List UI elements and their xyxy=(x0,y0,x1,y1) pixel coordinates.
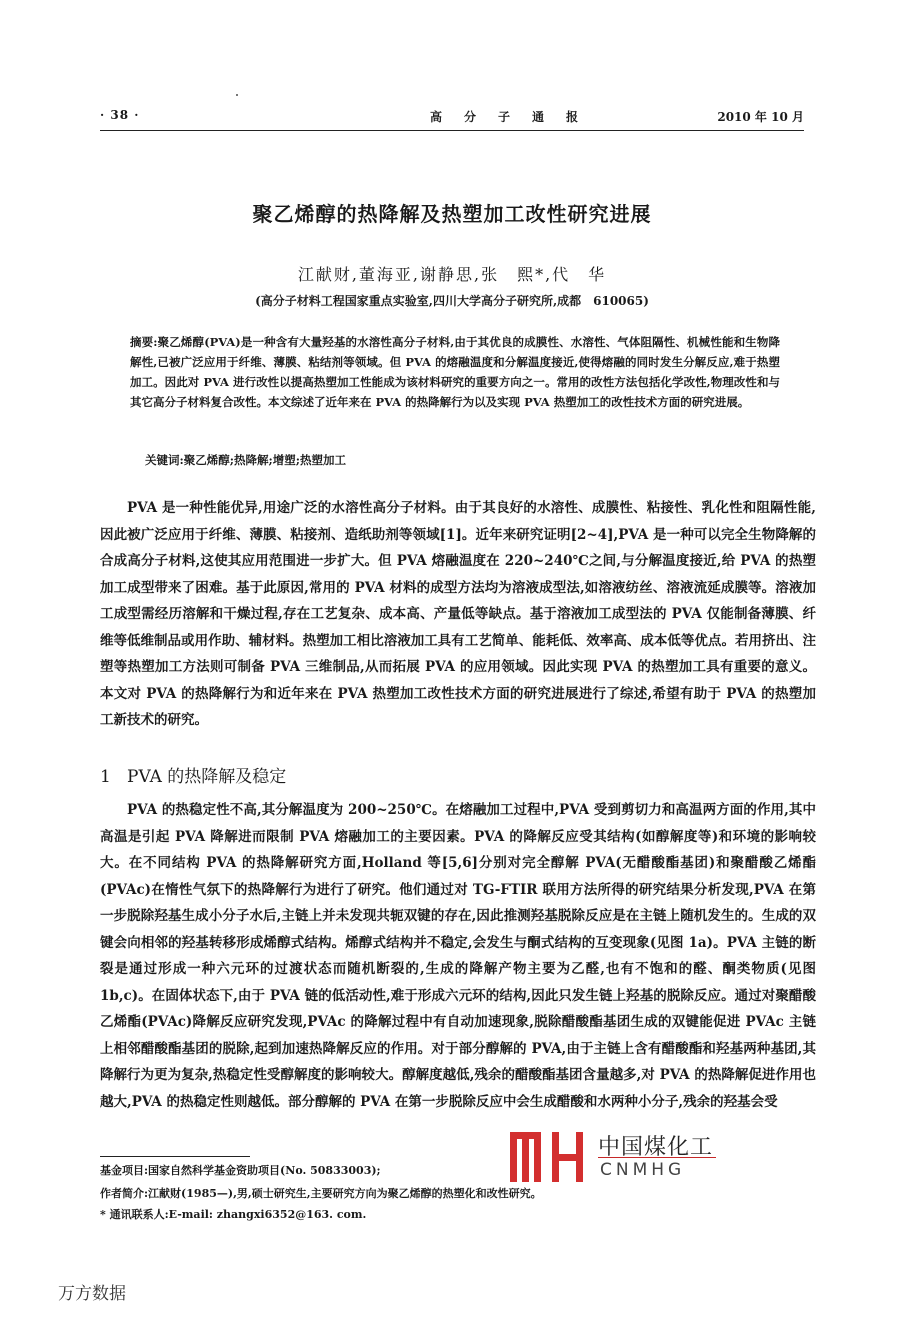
logo-mark-icon xyxy=(508,1128,588,1186)
section-title: PVA 的热降解及稳定 xyxy=(127,767,287,787)
section-paragraph: PVA 的热稳定性不高,其分解温度为 200~250℃。在熔融加工过程中,PVA 受到剪切力和高温两方面的作用,其中高温是引起 PVA 降解进而限制 PVA 熔融加工的主要因素。PVA 的降解反应受其结构(如醇解度等)和环境的影响较大。在不同结构 PVA 的热降解研究方面,Holland 等[5,6]分别对完全醇解 PVA(无醋酸酯基团)和聚醋酸乙烯酯(PVAc)在惰性气氛下的热降解行为进行了研究。他们通过对 TG-FTIR 联用方法所得的研究结果分析发现,PVA 在第一步脱除羟基生成小分子水后,主链上并未发现共轭双键的存在,因此推测羟基脱除反应是在主链上随机发生的。生成的双键会向相邻的羟基转移形成烯醇式结构。烯醇式结构并不稳定,会发生与酮式结构的互变现象(见图 1a)。PVA 主链的断裂是通过形成一种六元环的过渡状态而随机断裂的,生成的降解产物主要为乙醛,也有不饱和的醛、酮类物质(见图 1b,c)。在固体状态下,由于 PVA 链的低活动性,难于形成六元环的结构,因此只发生链上羟基的脱除反应。通过对聚醋酸乙烯酯(PVAc)降解反应研究发现,PVAc 的降解过程中有自动加速现象,脱除醋酸酯基团生成的双键能促进 PVAc 主链上相邻醋酸酯基团的脱除,起到加速热降解反应的作用。对于部分醇解的 PVA,由于主链上含有醋酸酯和羟基两种基团,其降解行为更为复杂,热稳定性受醇解度的影响较大。醇解度越低,残余的醋酸酯基团含量越多,对 PVA 的热降解促进作用也越大,PVA 的热稳定性则越低。部分醇解的 PVA 在第一步脱除反应中会生成醋酸和水两种小分子,残余的羟基会受 xyxy=(100,802,816,1110)
affiliation: (高分子材料工程国家重点实验室,四川大学高分子研究所,成都 610065) xyxy=(255,294,649,308)
logo-divider xyxy=(598,1157,716,1158)
running-header xyxy=(100,108,804,128)
keywords-text: 聚乙烯醇;热降解;增塑;热塑加工 xyxy=(183,453,346,467)
footnote-author: 作者简介:江献财(1985—),男,硕士研究生,主要研究方向为聚乙烯醇的热塑化和改性研究。 xyxy=(100,1187,542,1200)
intro-paragraph: PVA 是一种性能优异,用途广泛的水溶性高分子材料。由于其良好的水溶性、成膜性、粘接性、乳化性和阻隔性能,因此被广泛应用于纤维、薄膜、粘接剂、造纸助剂等领域[1]。近年来研究证明[2~4],PVA 是一种可以完全生物降解的合成高分子材料,这使其应用范围进一步扩大。但 PVA 熔融温度在 220~240℃之间,与分解温度接近,给 PVA 的热塑加工成型带来了困难。基于此原因,常用的 PVA 材料的成型方法均为溶液成型法,如溶液纺丝、溶液流延成膜等。溶液加工成型需经历溶解和干燥过程,存在工艺复杂、成本高、产量低等缺点。基于溶液加工成型法的 PVA 仅能制备薄膜、纤维等低维制品或用作助、辅材料。热塑加工相比溶液加工具有工艺简单、能耗低、效率高、成本低等优点。若用挤出、注塑等热塑加工方法则可制备 PVA 三维制品,从而拓展 PVA 的应用领域。因此实现 PVA 的热塑加工具有重要的意义。本文对 PVA 的热降解行为和近年来在 PVA 热塑加工改性技术方面的研究进展进行了综述,希望有助于 PVA 的热塑加工新技术的研究。 xyxy=(100,500,816,728)
author-list: 江献财,董海亚,谢静思,张 熙*,代 华 xyxy=(297,265,607,284)
paper-title: 聚乙烯醇的热降解及热塑加工改性研究进展 xyxy=(252,202,652,226)
abstract xyxy=(130,332,780,412)
header-rule xyxy=(100,130,804,131)
section-heading xyxy=(100,762,286,787)
page-number: · 38 · xyxy=(100,108,140,122)
abstract-text: 聚乙烯醇(PVA)是一种含有大量羟基的水溶性高分子材料,由于其优良的成膜性、水溶性、气体阻隔性、机械性能和生物降解性,已被广泛应用于纤维、薄膜、粘结剂等领域。但 PVA 的熔融温度和分解温度接近,使得熔融的同时发生分解反应,难于热塑加工。因此对 PVA 进行改性以提高热塑加工性能成为该材料研究的重要方向之一。常用的改性方法包括化学改性,物理改性和与其它高分子材料复合改性。本文综述了近年来在 PVA 的热降解行为以及实现 PVA 热塑加工的改性技术方面的研究进展。 xyxy=(130,335,780,409)
section-number: 1 xyxy=(100,767,111,787)
logo-chinese-text: 中国煤化工 xyxy=(598,1135,714,1160)
watermark-logo xyxy=(508,1128,718,1186)
footnote-contact: * 通讯联系人:E-mail: zhangxi6352@163. com. xyxy=(100,1208,367,1221)
keywords-label: 关键词: xyxy=(145,453,184,467)
source-watermark: 万方数据 xyxy=(58,1284,126,1304)
scan-speck xyxy=(236,94,238,96)
footnote-rule xyxy=(100,1156,250,1157)
journal-name: 高分子通报 xyxy=(430,110,601,124)
logo-english-text: CNMHG xyxy=(600,1160,686,1180)
issue-date: 2010 年 10 月 xyxy=(717,110,804,124)
footnote-fund: 基金项目:国家自然科学基金资助项目(No. 50833003); xyxy=(100,1164,381,1177)
abstract-label: 摘要: xyxy=(130,335,158,349)
keywords xyxy=(145,452,346,468)
